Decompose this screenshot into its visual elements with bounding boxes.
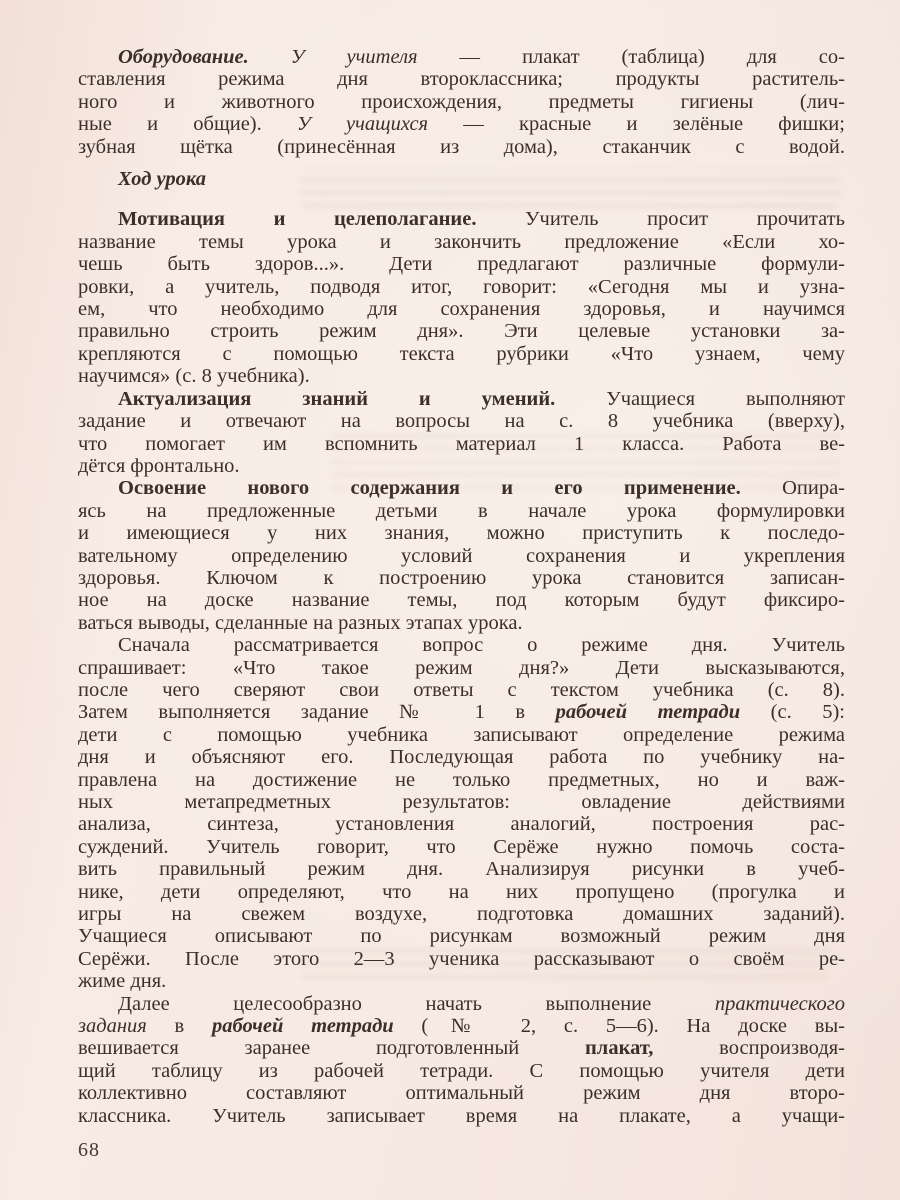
text-line [78, 701, 845, 723]
text-run: Оборудование. [118, 46, 291, 68]
text-run: чешь быть здоров...». Дети предлагают различные формули- [78, 253, 845, 276]
text-line [78, 567, 845, 589]
text-run: ные и общие). [78, 113, 297, 136]
daily-regimen-paragraph [78, 634, 845, 993]
text-line [78, 1037, 845, 1059]
text-line [78, 68, 845, 90]
text-run: задания [78, 1015, 147, 1038]
text-run: спрашивает: «Что такое режим дня?» Дети высказываются, [78, 656, 845, 679]
text-run: Актуализация знаний и умений. [118, 387, 607, 410]
text-run: ное на доске название темы, под которым будут фиксиро- [78, 589, 845, 612]
text-run: — плакат (таблица) для со- [417, 46, 845, 68]
text-run: анализа, синтеза, установления аналогий, построения рас- [78, 813, 845, 836]
text-run: нике, дети определяют, что на них пропущено (прогулка и [78, 880, 845, 903]
text-run: вешивается заранее подготовленный [78, 1037, 585, 1060]
text-line [78, 589, 845, 611]
text-content [78, 46, 845, 1127]
text-run: Освоение нового содержания и его применение. [118, 477, 783, 500]
text-line [78, 231, 845, 253]
text-line [78, 433, 845, 455]
text-run: рабочей тетради [211, 1015, 394, 1038]
text-run: У учителя [290, 46, 418, 68]
new-content-paragraph [78, 477, 845, 634]
text-line [78, 634, 845, 656]
text-run: дня и объясняют его. Последующая работа по учебнику на- [78, 746, 845, 769]
text-run: что помогает им вспомнить материал 1 класса. Работа ве- [78, 432, 845, 455]
motivation-paragraph [78, 208, 845, 387]
text-run: Учащиеся описывают по рисункам возможный режим дня [78, 925, 845, 948]
text-line [78, 813, 845, 835]
actualization-paragraph [78, 388, 845, 478]
text-run: жиме дня. [78, 970, 167, 993]
text-line [78, 522, 845, 544]
text-run: Ход урока [118, 168, 206, 191]
text-run: ясь на предложенные детьми в начале урока формулировки [78, 499, 845, 522]
lesson-text-block [78, 46, 845, 1162]
text-run: задание и отвечают на вопросы на с. 8 учебника (вверху), [78, 410, 845, 433]
text-run: игры на свежем воздухе, подготовка домашних заданий). [78, 903, 845, 926]
practical-task-paragraph [78, 993, 845, 1127]
text-line [78, 253, 845, 275]
text-run: ного и животного происхождения, предметы гигиены (лич- [78, 90, 845, 113]
text-run: научимся» (с. 8 учебника). [78, 365, 310, 388]
text-line [78, 881, 845, 903]
text-run: правильно строить режим дня». Эти целевые установки за- [78, 320, 845, 343]
text-run: коллективно составляют оптимальный режим дня второ- [78, 1082, 845, 1105]
text-run: Затем выполняется задание № 1 в [78, 701, 556, 724]
text-line [78, 477, 845, 499]
text-line [78, 612, 845, 634]
text-line [78, 836, 845, 858]
text-run: Опира- [782, 477, 845, 500]
text-line [78, 769, 845, 791]
text-line [78, 343, 845, 365]
text-line [78, 276, 845, 298]
text-run: Учащиеся выполняют [606, 387, 845, 410]
text-run: Мотивация и целеполагание. [118, 208, 526, 231]
text-line [78, 365, 845, 387]
text-line [78, 970, 845, 992]
text-line [78, 791, 845, 813]
text-line [78, 657, 845, 679]
text-line [78, 1105, 845, 1127]
text-line [78, 136, 845, 158]
text-run: вательному определению условий сохранения и укрепления [78, 544, 845, 567]
text-run: (с. 5): [740, 701, 845, 724]
text-run: и имеющиеся у них знания, можно приступить к последо- [78, 522, 845, 545]
text-run: название темы урока и закончить предложение «Если хо- [78, 230, 845, 253]
text-run: в [146, 1015, 212, 1038]
equipment-paragraph [78, 46, 845, 158]
text-line [78, 208, 845, 230]
text-run: Далее целесообразно начать выполнение [118, 992, 715, 1015]
text-run: вить правильный режим дня. Анализируя рисунки в учеб- [78, 858, 845, 881]
text-run: воспроизводя- [653, 1037, 845, 1060]
text-run: Серёжи. После этого 2—3 ученика рассказывают о своём ре- [78, 947, 845, 970]
text-run: дётся фронтально. [78, 454, 240, 477]
text-line [78, 925, 845, 947]
text-run: классника. Учитель записывает время на плакате, а учащи- [78, 1104, 845, 1127]
text-line [78, 455, 845, 477]
text-run: после чего сверяют свои ответы с текстом учебника (с. 8). [78, 678, 845, 701]
text-line [78, 545, 845, 567]
text-run: здоровья. Ключом к построению урока становится записан- [78, 566, 845, 589]
text-run: правлена на достижение не только предметных, но и важ- [78, 768, 845, 791]
text-line [78, 1060, 845, 1082]
text-line [78, 500, 845, 522]
text-run: щий таблицу из рабочей тетради. С помощью учителя дети [78, 1059, 845, 1082]
text-run: плакат, [585, 1037, 654, 1060]
text-line [118, 168, 845, 190]
text-line [78, 724, 845, 746]
text-run: ровки, а учитель, подводя итог, говорит: «Сегодня мы и узна- [78, 275, 845, 298]
text-run: (№ 2, с. 5—6). На доске вы- [393, 1015, 845, 1038]
text-line [78, 679, 845, 701]
text-run: дети с помощью учебника записывают определение режима [78, 723, 845, 746]
text-run: У учащихся [296, 113, 429, 136]
page-number: 68 [78, 1139, 100, 1162]
text-run: Учитель просит прочитать [525, 208, 845, 231]
text-line [78, 113, 845, 135]
text-line [78, 298, 845, 320]
text-run: суждений. Учитель говорит, что Серёже нужно помочь соста- [78, 835, 845, 858]
text-line [78, 1082, 845, 1104]
text-run: крепляются с помощью текста рубрики «Что узнаем, чему [78, 342, 845, 365]
text-line [78, 746, 845, 768]
lesson-course-heading [118, 168, 845, 190]
text-line [78, 1015, 845, 1037]
text-run: — красные и зелёные фишки; [428, 113, 845, 136]
text-run: зубная щётка (принесённая из дома), стаканчик с водой. [78, 135, 845, 158]
text-run: практического [714, 992, 845, 1015]
text-line [78, 46, 845, 68]
text-run: ем, что необходимо для сохранения здоровья, и научимся [78, 298, 845, 321]
text-line [78, 858, 845, 880]
text-run: рабочей тетради [555, 701, 741, 724]
text-line [78, 320, 845, 342]
text-line [78, 903, 845, 925]
text-line [78, 948, 845, 970]
text-run: ставления режима дня второклассника; продукты раститель- [78, 68, 845, 91]
text-line [78, 410, 845, 432]
text-line [78, 993, 845, 1015]
text-run: Сначала рассматривается вопрос о режиме дня. Учитель [118, 634, 845, 657]
text-line [78, 388, 845, 410]
text-run: ваться выводы, сделанные на разных этапах урока. [78, 611, 523, 634]
text-line [78, 91, 845, 113]
text-run: ных метапредметных результатов: овладение действиями [78, 791, 845, 813]
